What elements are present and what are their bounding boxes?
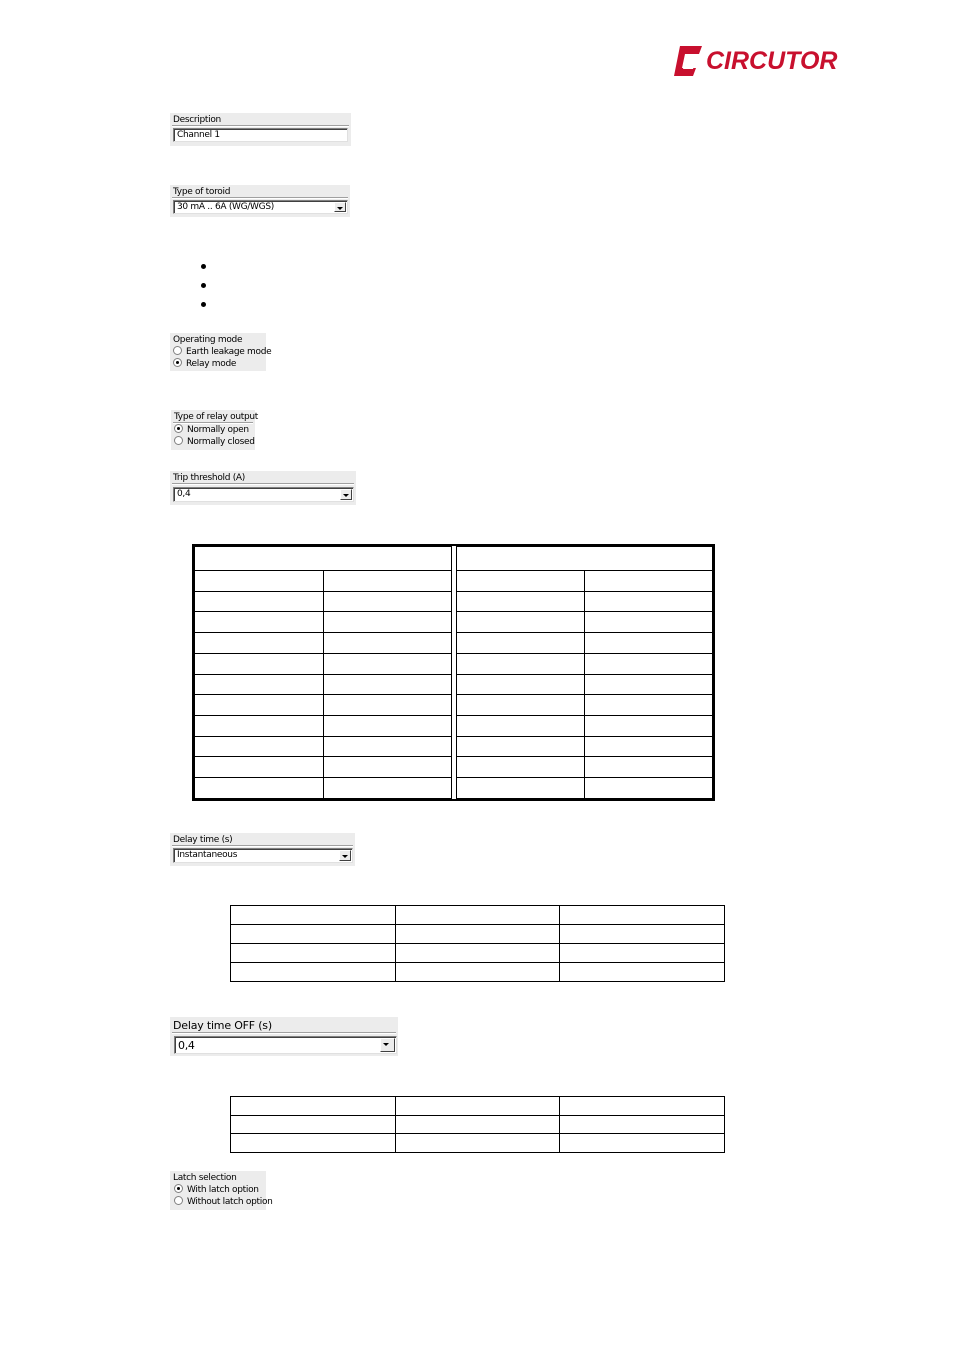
table-cell — [457, 591, 585, 612]
table-cell — [560, 1115, 725, 1134]
radio-icon[interactable] — [174, 1196, 183, 1205]
table-cell — [323, 571, 452, 592]
table-cell — [195, 716, 324, 737]
table-cell — [457, 778, 585, 799]
circutor-logo-icon — [672, 44, 706, 78]
logo-text: CIRCUTOR — [706, 47, 838, 75]
relay-output-panel — [171, 410, 258, 450]
table-cell — [585, 612, 713, 633]
table-cell — [195, 571, 324, 592]
description-label: Description — [173, 115, 221, 125]
description-value: Channel 1 — [177, 130, 220, 140]
divider — [172, 125, 349, 127]
table-cell — [323, 674, 452, 695]
radio-normally-open[interactable] — [174, 424, 249, 436]
table-cell — [323, 591, 452, 612]
table-cell — [457, 612, 585, 633]
bullet-icon — [201, 283, 206, 288]
radio-label: Earth leakage mode — [186, 347, 272, 357]
operating-mode-panel — [170, 333, 272, 371]
toroid-label: Type of toroid — [173, 187, 231, 197]
toroid-value: 30 mA .. 6A (WG/WGS) — [177, 202, 274, 212]
radio-icon[interactable] — [174, 424, 183, 433]
table-cell — [323, 612, 452, 633]
radio-icon[interactable] — [173, 358, 182, 367]
table-cell — [395, 944, 560, 963]
radio-icon[interactable] — [173, 346, 182, 355]
dropdown-arrow-icon[interactable] — [340, 489, 352, 500]
delay-time-panel — [170, 833, 355, 866]
table-cell — [231, 906, 396, 925]
table-cell — [323, 695, 452, 716]
table-cell — [395, 963, 560, 982]
delay-time-label: Delay time (s) — [173, 835, 233, 845]
table-cell — [195, 757, 324, 778]
table-cell — [395, 906, 560, 925]
radio-label: Without latch option — [187, 1197, 273, 1207]
bullet-icon — [201, 264, 206, 269]
divider — [172, 845, 353, 847]
table-cell — [195, 591, 324, 612]
table-cell — [560, 925, 725, 944]
table-cell — [195, 633, 324, 654]
delay-time-off-table — [230, 1096, 725, 1153]
table-cell — [395, 1097, 560, 1116]
divider — [172, 483, 354, 485]
table-cell — [195, 653, 324, 674]
table-cell — [457, 674, 585, 695]
radio-icon[interactable] — [174, 1184, 183, 1193]
table-cell — [457, 757, 585, 778]
table-cell — [195, 778, 324, 799]
description-input[interactable] — [173, 128, 348, 142]
table-cell — [231, 925, 396, 944]
table-cell — [457, 633, 585, 654]
table-cell — [323, 778, 452, 799]
threshold-table — [192, 544, 715, 801]
dropdown-arrow-icon[interactable] — [339, 850, 351, 861]
trip-threshold-select[interactable] — [173, 487, 354, 502]
divider — [172, 1032, 396, 1034]
table-cell — [560, 1097, 725, 1116]
table-header-cell — [195, 547, 452, 571]
radio-label: Relay mode — [186, 359, 237, 369]
delay-time-select[interactable] — [173, 848, 353, 863]
table-cell — [585, 716, 713, 737]
table-cell — [560, 1134, 725, 1153]
table-cell — [560, 944, 725, 963]
threshold-table-left — [194, 546, 452, 799]
delay-time-off-panel — [170, 1017, 398, 1056]
radio-icon[interactable] — [174, 436, 183, 445]
table-cell — [231, 963, 396, 982]
table-cell — [195, 695, 324, 716]
table-cell — [395, 925, 560, 944]
table-cell — [457, 695, 585, 716]
table-cell — [457, 716, 585, 737]
trip-threshold-label: Trip threshold (A) — [173, 473, 245, 483]
radio-label: Normally closed — [187, 437, 255, 447]
table-cell — [560, 963, 725, 982]
dropdown-arrow-icon[interactable] — [380, 1038, 395, 1052]
radio-label: With latch option — [187, 1185, 259, 1195]
table-cell — [323, 736, 452, 757]
table-cell — [195, 736, 324, 757]
table-cell — [585, 757, 713, 778]
table-cell — [195, 674, 324, 695]
table-cell — [323, 716, 452, 737]
circutor-logo — [672, 44, 847, 80]
latch-panel — [170, 1171, 273, 1210]
table-cell — [457, 653, 585, 674]
table-cell — [323, 633, 452, 654]
table-cell — [560, 906, 725, 925]
trip-threshold-panel — [170, 471, 356, 505]
table-cell — [323, 653, 452, 674]
table-cell — [585, 778, 713, 799]
radio-relay-mode[interactable] — [173, 358, 236, 370]
delay-time-table — [230, 905, 725, 982]
dropdown-arrow-icon[interactable] — [334, 202, 346, 212]
table-cell — [323, 757, 452, 778]
radio-with-latch[interactable] — [174, 1184, 259, 1196]
table-cell — [585, 653, 713, 674]
toroid-select[interactable] — [173, 200, 348, 214]
toroid-panel — [170, 185, 350, 217]
table-cell — [585, 695, 713, 716]
relay-output-label: Type of relay output — [174, 412, 258, 422]
latch-label: Latch selection — [173, 1173, 237, 1183]
delay-time-off-value: 0,4 — [178, 1039, 195, 1052]
table-cell — [585, 591, 713, 612]
description-panel — [170, 113, 351, 146]
table-cell — [231, 1115, 396, 1134]
delay-time-off-select[interactable] — [174, 1036, 397, 1054]
table-cell — [585, 736, 713, 757]
radio-without-latch[interactable] — [174, 1196, 273, 1208]
threshold-table-right — [456, 546, 713, 799]
radio-earth-leakage-mode[interactable] — [173, 346, 271, 358]
table-cell — [395, 1134, 560, 1153]
radio-normally-closed[interactable] — [174, 436, 255, 448]
bullet-icon — [201, 302, 206, 307]
table-cell — [585, 633, 713, 654]
table-cell — [457, 571, 585, 592]
table-header-cell — [457, 547, 713, 571]
radio-label: Normally open — [187, 425, 249, 435]
table-cell — [231, 1097, 396, 1116]
trip-threshold-value: 0,4 — [177, 489, 191, 499]
table-cell — [231, 944, 396, 963]
delay-time-off-label: Delay time OFF (s) — [173, 1019, 272, 1032]
operating-mode-label: Operating mode — [173, 335, 243, 345]
table-cell — [457, 736, 585, 757]
table-cell — [395, 1115, 560, 1134]
delay-time-value: Instantaneous — [177, 850, 238, 860]
divider — [172, 197, 348, 199]
table-cell — [195, 612, 324, 633]
table-cell — [231, 1134, 396, 1153]
table-cell — [585, 571, 713, 592]
table-cell — [585, 674, 713, 695]
